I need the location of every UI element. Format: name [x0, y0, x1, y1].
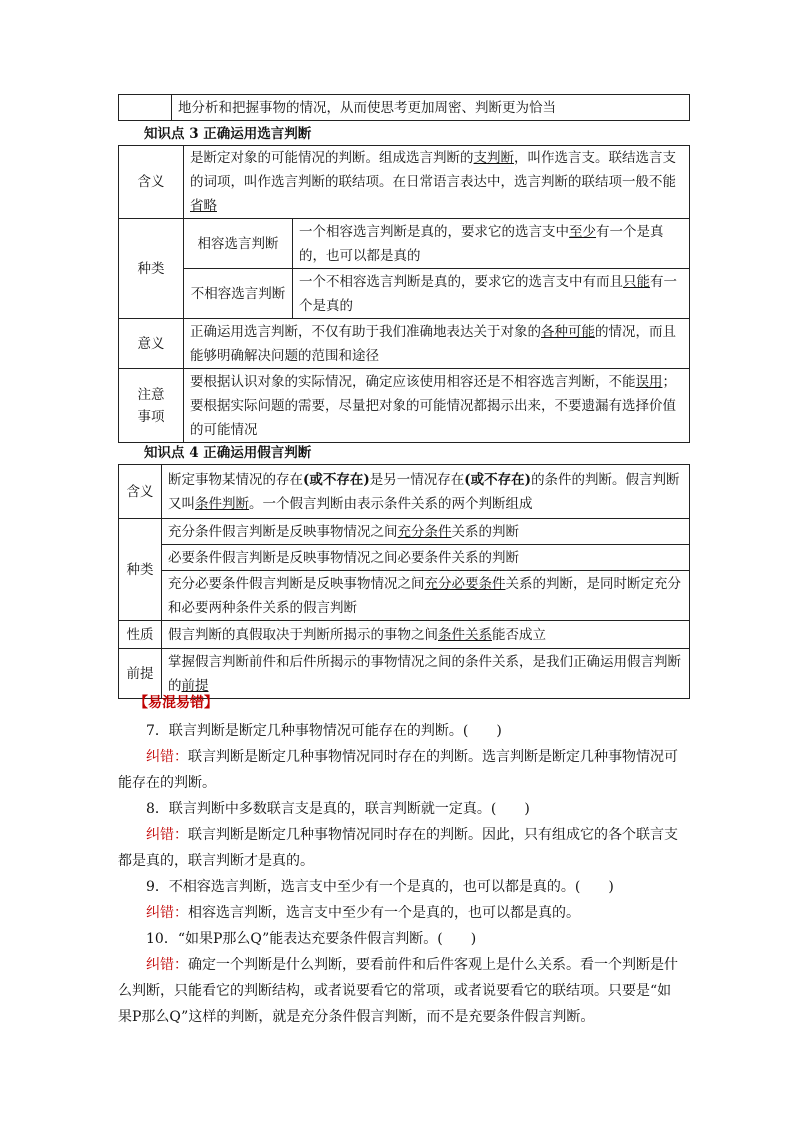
text-span: 正确运用选言判断，不仅有助于我们准确地表达关于对象的	[190, 323, 541, 340]
correction-label: 纠错：	[146, 827, 188, 843]
row-label: 意义	[119, 319, 184, 369]
text-span: 的情况，而且能够明确解决问题的范围和途径	[190, 323, 676, 364]
empty-label-cell	[119, 95, 172, 121]
label-line: 注意	[137, 386, 165, 403]
row-label: 种类	[119, 219, 184, 319]
question-10: 10．“如果P那么Q”能表达充要条件假言判断。( )	[146, 931, 477, 947]
correction-7	[118, 744, 684, 796]
type-description	[162, 571, 690, 621]
text-span: ，叫作选言支。联结选言支的词项，叫作选言判断的联结项。在日常语言表达中，选言判断的联结项一般不能	[190, 150, 676, 190]
row-label: 含义	[119, 465, 162, 519]
row-label	[119, 369, 184, 443]
table-row	[119, 649, 690, 699]
kp4-meaning-text	[162, 465, 690, 519]
type-name: 相容选言判断	[184, 219, 293, 269]
table-row	[119, 621, 690, 649]
kp4-table	[118, 464, 690, 699]
correction-9	[118, 900, 684, 926]
text-span: 一个不相容选言判断是真的，要求它的选言支中有而且	[299, 273, 623, 290]
kp3-significance-text	[184, 319, 690, 369]
text-span: 关系的判断	[451, 523, 519, 540]
text-span: 要根据认识对象的实际情况，确定应该使用相容还是不相容选言判断，不能	[190, 373, 636, 390]
type-description	[162, 519, 690, 545]
carryover-text: 地分析和把握事物的情况，从而使思考更加周密、判断更为恰当	[172, 95, 690, 121]
type-description	[293, 269, 690, 319]
underlined-term: 省略	[190, 198, 217, 214]
type-description	[293, 219, 690, 269]
underlined-term: 只能	[623, 273, 650, 290]
table-row	[119, 146, 690, 219]
text-span: 是另一情况存在	[369, 471, 465, 488]
correction-text: 联言判断是断定几种事物情况同时存在的判断。因此，只有组成它的各个联言支都是真的，联言判断才是真的。	[118, 827, 678, 869]
bold-term: (或不存在)	[464, 471, 532, 488]
table-row	[119, 545, 690, 571]
text-span: 。一个假言判断由表示条件关系的两个判断组成	[249, 495, 533, 512]
table-row	[119, 269, 690, 319]
kp3-meaning-text	[184, 146, 690, 219]
bold-term: (或不存在)	[303, 471, 370, 488]
table-row	[119, 219, 690, 269]
text-span: 断定事物某情况的存在	[168, 471, 303, 488]
text-span: 假言判断的真假取决于判断所揭示的事物之间	[168, 626, 438, 643]
text-span: 是断定对象的可能情况的判断。组成选言判断的	[190, 150, 474, 166]
correction-label: 纠错：	[146, 905, 188, 921]
row-label: 前提	[119, 649, 162, 699]
row-label: 性质	[119, 621, 162, 649]
underlined-term: 充分必要条件	[424, 575, 506, 592]
correction-text: 联言判断是断定几种事物情况同时存在的判断。选言判断是断定几种事物情况可能存在的判断。	[118, 749, 678, 791]
correction-label: 纠错：	[146, 957, 188, 973]
text-span: 充分条件假言判断是反映事物情况之间	[168, 523, 398, 540]
text-span: 关系的判断，是同时断定充分和必要两种条件关系的假言判断	[168, 575, 681, 616]
underlined-term: 至少	[569, 223, 596, 240]
table-row	[119, 519, 690, 545]
mistakes-title: 【易混易错】	[134, 695, 218, 711]
kp3-title: 知识点 3 正确运用选言判断	[144, 126, 312, 142]
correction-text: 相容选言判断，选言支中至少有一个是真的，也可以都是真的。	[188, 905, 580, 921]
row-label: 种类	[119, 519, 162, 621]
carryover-table	[118, 94, 690, 121]
underlined-term: 误用	[635, 373, 663, 390]
label-line: 事项	[137, 408, 165, 425]
question-7: 7．联言判断是断定几种事物情况可能存在的判断。( )	[146, 723, 502, 739]
table-row	[119, 571, 690, 621]
underlined-term: 充分条件	[397, 523, 452, 540]
text-span: 掌握假言判断前件和后件所揭示的事物情况之间的条件关系，是我们正确运用假言判断的	[168, 653, 681, 694]
table-row	[119, 319, 690, 369]
underlined-term: 各种可能	[541, 323, 595, 340]
correction-10	[118, 952, 684, 1030]
kp3-notes-text	[184, 369, 690, 443]
correction-8	[118, 822, 684, 874]
correction-text: 确定一个判断是什么判断，要看前件和后件客观上是什么关系。看一个判断是什么判断，只能看它的判断结构，或者说要看它的常项，或者说要看它的联结项。只要是“如果P那么Q”这样的判断，就是充分条件假言判断，而不是充要条件假言判断。	[118, 957, 678, 1025]
question-9: 9．不相容选言判断，选言支中至少有一个是真的，也可以都是真的。( )	[146, 879, 614, 895]
underlined-term: 支判断	[473, 150, 514, 166]
table-row	[119, 369, 690, 443]
type-description: 必要条件假言判断是反映事物情况之间必要条件关系的判断	[162, 545, 690, 571]
text-span: ；要根据实际问题的需要，尽量把对象的可能情况都揭示出来，不要遗漏有选择价值的可能情况	[190, 373, 676, 438]
text-span: 能否成立	[492, 626, 546, 643]
text-span: 充分必要条件假言判断是反映事物情况之间	[168, 575, 425, 592]
question-8: 8．联言判断中多数联言支是真的，联言判断就一定真。( )	[146, 801, 530, 817]
underlined-term: 前提	[181, 677, 209, 694]
correction-label: 纠错：	[146, 749, 188, 765]
text-span: 一个相容选言判断是真的，要求它的选言支中	[299, 223, 569, 240]
row-label: 含义	[119, 146, 184, 219]
table-row	[119, 465, 690, 519]
table-row	[119, 95, 690, 121]
text-span: 有一个是真的	[299, 273, 677, 314]
underlined-term: 条件关系	[438, 626, 492, 643]
type-name: 不相容选言判断	[184, 269, 293, 319]
kp4-premise-text	[162, 649, 690, 699]
kp4-title: 知识点 4 正确运用假言判断	[144, 445, 312, 461]
mistakes-list	[118, 718, 684, 1030]
text-span: 的条件的判断。假言判断又叫	[168, 471, 680, 512]
text-span: 有一个是真的，也可以都是真的	[299, 223, 664, 264]
kp4-nature-text	[162, 621, 690, 649]
underlined-term: 条件判断	[195, 495, 249, 512]
kp3-table	[118, 145, 690, 443]
